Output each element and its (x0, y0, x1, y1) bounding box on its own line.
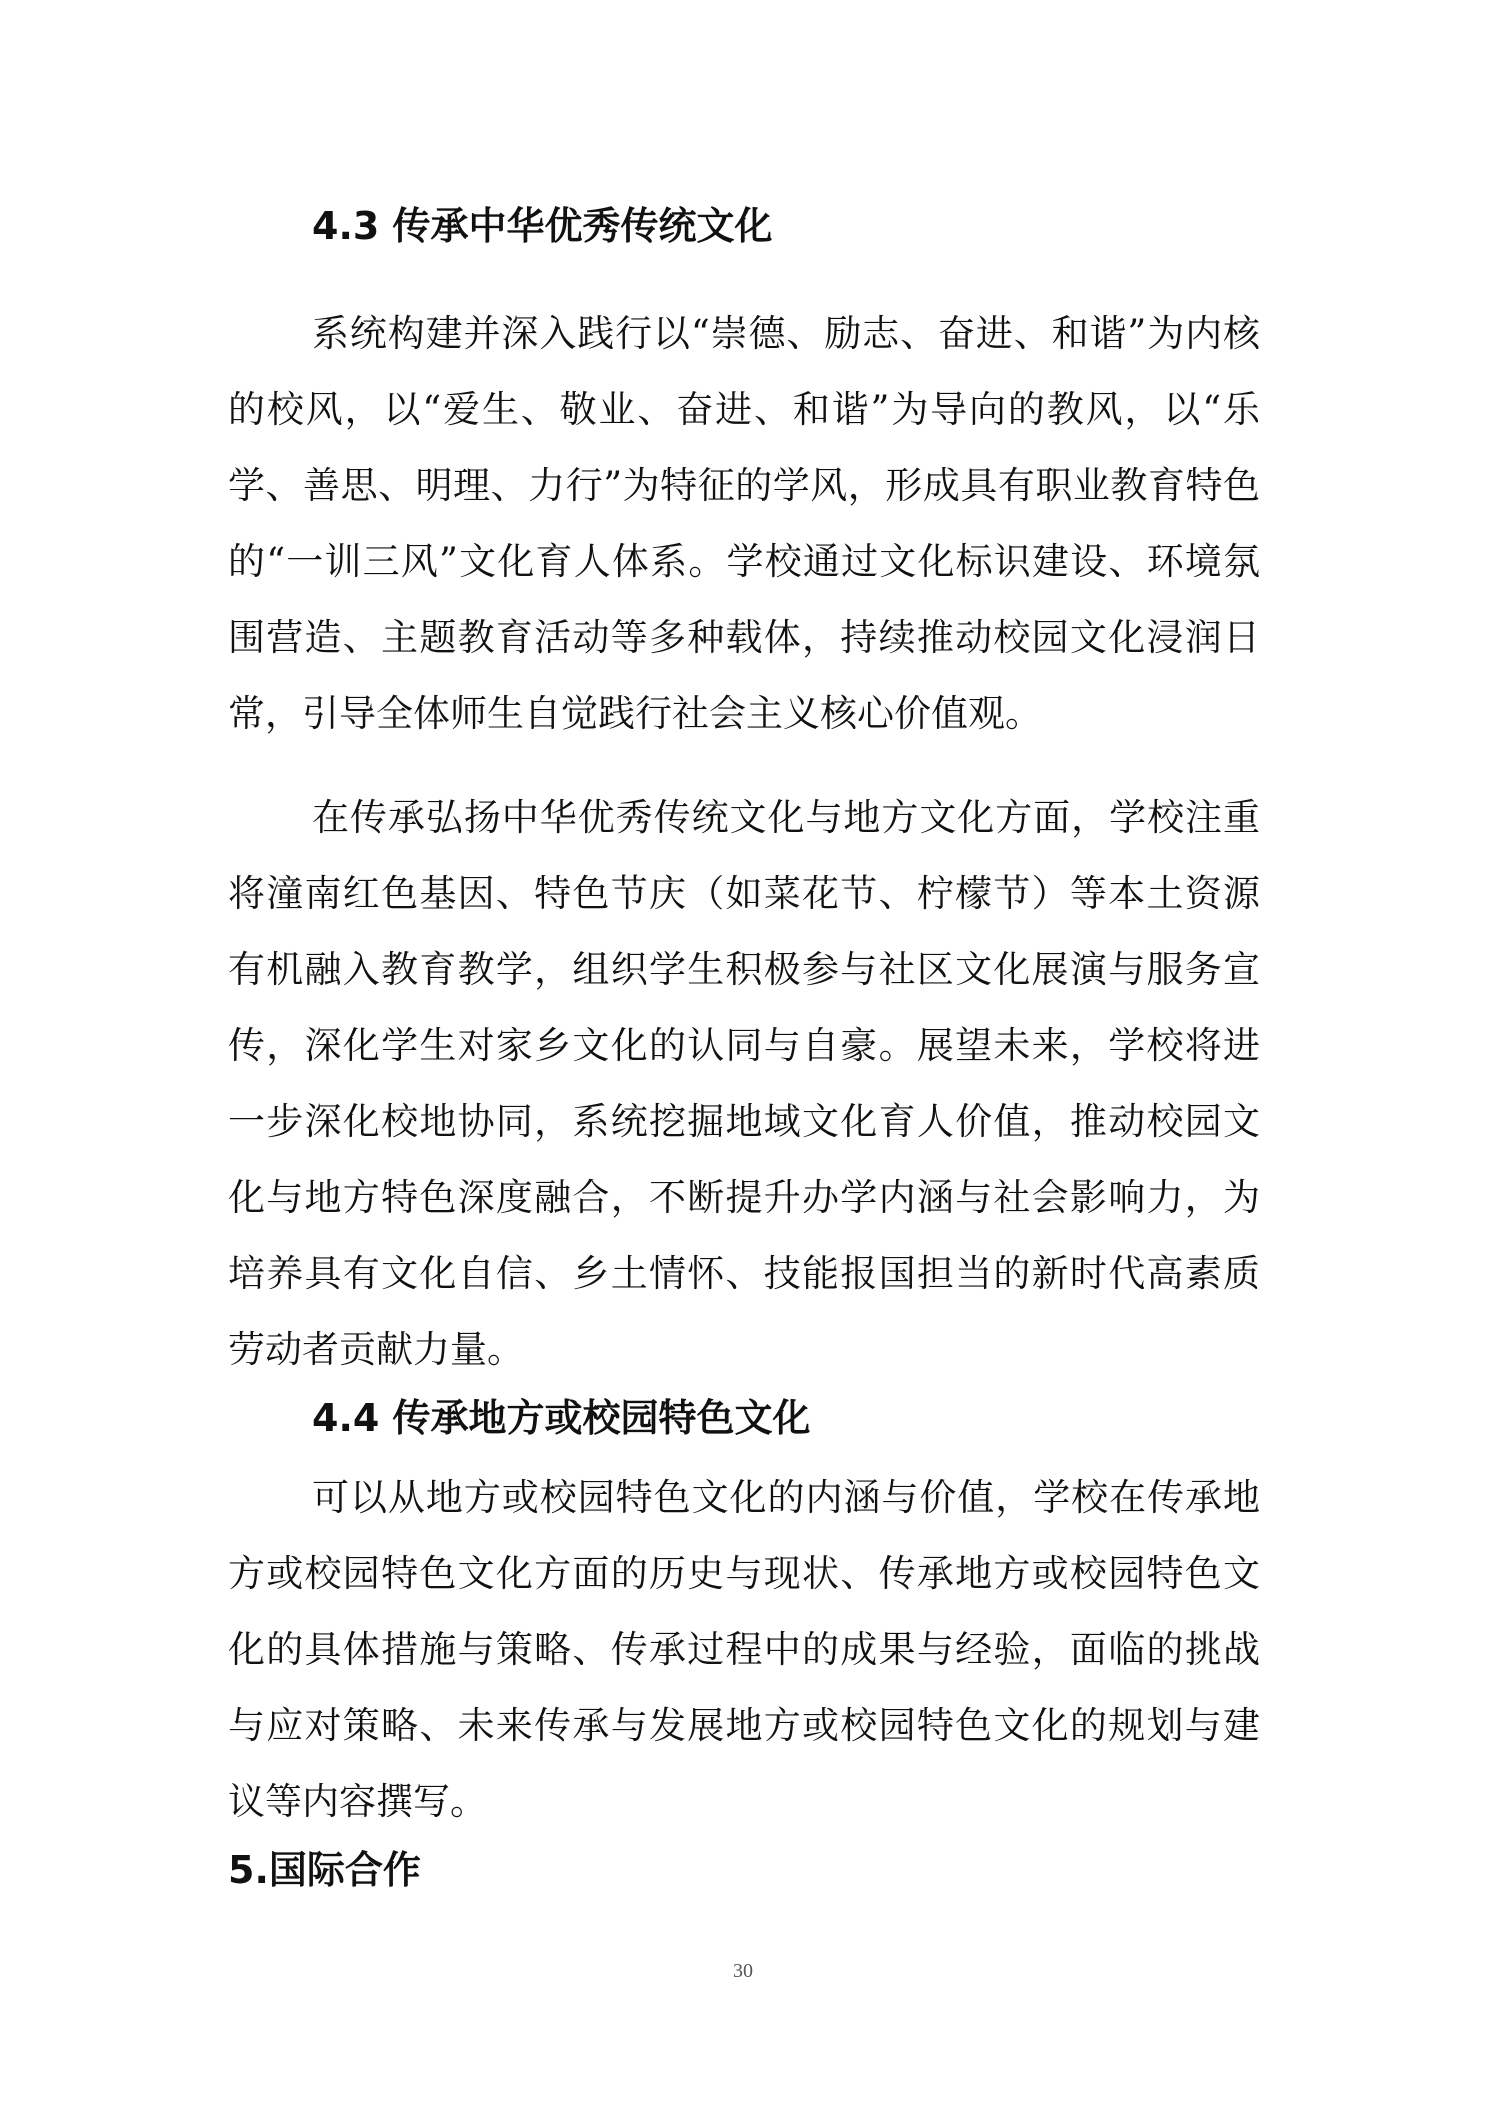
page-number: 30 (733, 1960, 753, 1982)
section-heading-4-3: 4.3 传承中华优秀传统文化 (312, 204, 773, 248)
paragraph-local-culture: 在传承弘扬中华优秀传统文化与地方文化方面，学校注重将潼南红色基因、特色节庆（如菜花节、柠檬节）等本土资源有机融入教育教学，组织学生积极参与社区文化展演与服务宣传，深化学生对家乡文化的认同与自豪。展望未来，学校将进一步深化校地协同，系统挖掘地域文化育人价值，推动校园文化与地方特色深度融合，不断提升办学内涵与社会影响力，为培养具有文化自信、乡土情怀、技能报国担当的新时代高素质劳动者贡献力量。 (228, 796, 1260, 1371)
section-heading-4-4: 4.4 传承地方或校园特色文化 (312, 1396, 811, 1440)
paragraph-school-ethos: 系统构建并深入践行以“崇德、励志、奋进、和谐”为内核的校风，以“爱生、敬业、奋进、和谐”为导向的教风，以“乐学、善思、明理、力行”为特征的学风，形成具有职业教育特色的“一训三风”文化育人体系。学校通过文化标识建设、环境氛围营造、主题教育活动等多种载体，持续推动校园文化浸润日常，引导全体师生自觉践行社会主义核心价值观。 (228, 312, 1260, 735)
paragraph-writing-guidance: 可以从地方或校园特色文化的内涵与价值，学校在传承地方或校园特色文化方面的历史与现状、传承地方或校园特色文化的具体措施与策略、传承过程中的成果与经验，面临的挑战与应对策略、未来传承与发展地方或校园特色文化的规划与建议等内容撰写。 (228, 1476, 1260, 1823)
section-heading-5: 5.国际合作 (228, 1848, 421, 1892)
